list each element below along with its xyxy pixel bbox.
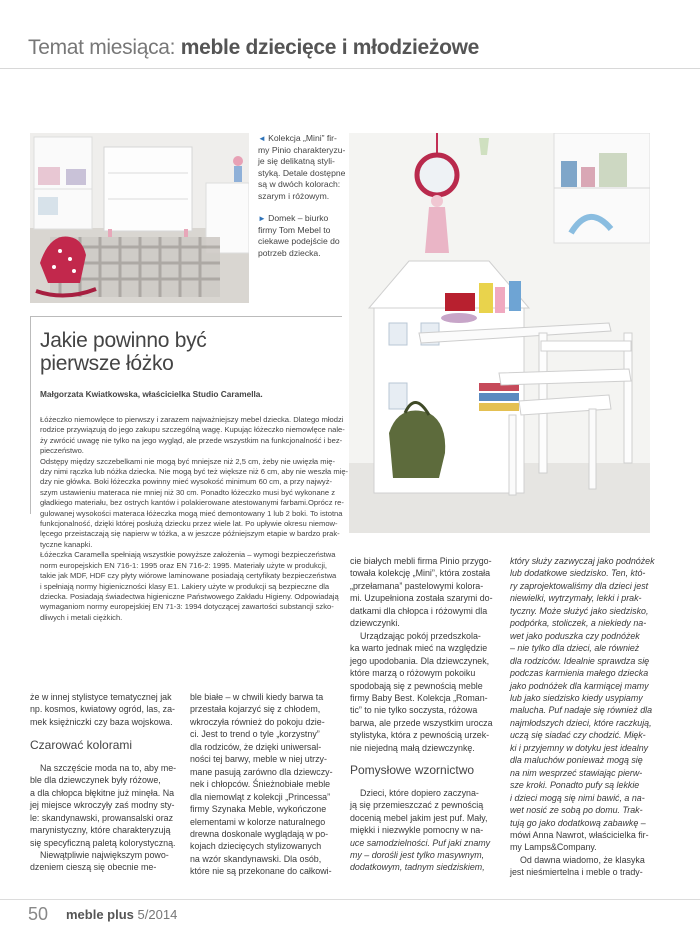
magazine-name: meble plus 5/2014 [66,907,178,922]
desk-house-illustration [349,133,650,533]
desk-house-photo [349,133,650,533]
triangle-left-icon: ◄ [258,134,269,143]
caption-mini-collection: ◄ Kolekcja „Mini” fir- my Pinio charakteryzu- je się delikatną styli- styką. Detale dostępne są w dwóch kolorach: szarym i różowym. [258,133,346,201]
page-header [28,36,479,60]
triangle-right-icon: ► [258,214,269,223]
article-column-3: cie białych mebli firma Pinio przygo- towała kolekcję „Mini”, która została „przełamana” pastelowymi kolora- mi. Uzupełniona została szarymi do- datkami dla chłopca i różowymi dla dziewczynki. Urządzając pokój przedszkola- ka warto jednak mieć na względzie jego upodobania. Dla dziewczynek, które marzą o różowym pokoiku spodobają się z pewnością meble firmy Baby Best. Kolekcja „Roman- tic” to nie tylko soczysta, różowa barwa, ale przede wszystkim urocza stylistyka, która z pewnością urzek- nie niejedną małą dziewczynkę. Pomysłowe wzornictwo Dzieci, które dopiero zaczyna- ją się przemieszczać z pewnością docenią mebel jakim jest puf. Mały, miękki i niezwykle pomocny w na- uce samodzielności. Puf jaki znamy my – dorośli jest tylko masywnym, dodatkowym, tadnym siedziskiem, [350,555,498,874]
nursery-illustration [30,133,249,303]
article-column-1: że w innej stylistyce tematycznej jak np. kosmos, kwiatowy ogród, las, za- mek księżniczki czy baza wojskowa. Czarować kolorami Na szczęście moda na to, aby me- ble dla dziewczynek były różowe, a dla chłopca błękitne już minęła. Na jej miejsce wkroczyły zaś modny sty- le: skandynawski, prowansalski oraz marynistyczny, które charakteryzują się specyficzną paletą kolorystyczną. Niewątpliwie największym powo- dzeniem cieszą się obecnie me- [30,692,177,873]
header-topic: meble dziecięce i młodzieżowe [180,36,480,59]
header-divider [0,68,700,69]
subhead-design: Pomysłowe wzornictwo [350,763,475,778]
sidebar-author: Małgorzata Kwiatkowska, właścicielka Studio Caramella. [40,389,263,399]
page-number: 50 [28,904,49,924]
article-column-2: ble białe – w chwili kiedy barwa ta przestała kojarzyć się z chłodem, wkroczyła również do pokoju dzie- ci. Jest to trend o tyle „korzystny” dla rodziców, że dzięki uniwersal- ności tej barwy, meble w niej utrzy- mane pasują zarówno dla dziewczy- nek i chłopców. Śnieżnobiałe meble dla niemowląt z kolekcji „Princessa” firmy Szynaka Meble, wykończone elementami w kolorze naturalnego drewna doskonale wyglądają w po- kojach dziecięcych stylizowanych na wzór skandynawski. Dla osób, które nie są przekonane do całkowi- [190,692,333,877]
subhead-colors: Czarować kolorami [30,738,133,753]
sidebar-text: Łóżeczko niemowlęce to pierwszy i zarazem najważniejszy mebel dziecka. Dlatego młodzi rodzice przywiązują do jego zakupu szczególną wagę. Kupując łóżeczko niemowlęce nale- ży zwrócić uwagę nie tylko na jego wygląd, ale przede wszystkim na funkcjonalność i bez- pieczeństwo. Odstępy między szczebelkami nie mogą być mniejsze niż 2,5 cm, żeby nie uwięzła mię- dzy nimi rączka lub nóżka dziecka. Nie mogą być też większe niż 6 cm, aby nie weszła mię- dzy nie główka. Boki łóżeczka powinny mieć wysokość minimum 60 cm, a przy najwyż- szym ustawieniu materaca nie mniej niż 30 cm. Ponadto łóżeczko musi być wykonane z gładkiego materiału, bez ostrych kantów i polakierowane atestowanymi farbami.Oprócz re- gulowanej wysokości materaca łóżeczka mogą mieć demontowany 1 lub 2 boki. To istotna funkcjonalność, dzięki której posłużą dziecku przez wiele lat. Po upływie okresu niemow- lęcego przeistaczają się napierw w tóżka, a w jeszcze późniejszym etapie w bardzo prak- tyczne kanapki. Łóżeczka Caramella spełniają wszystkie powyższe założenia – wymogi bezpieczeństwa norm europejskich EN 716-1: 1995 oraz EN 716-2: 1995. Materiały użyte w produkcji, takie jak MDF, HDF czy płyty wiórowe laminowane posiadają certyfikaty bezpieczeństwa i spełniają normy higieniczności klasy E1. Lakiery użyte w produkcji są bezpieczne dla dziecka. Posiadają świadectwa higieniczne Państwowego Zakładu Higieny. Odpowiadają wymaganiom normy europejskiej EN 71-3: 1994 dotyczącej zawartości substancji szko- dliwych i metali ciężkich. [40,415,349,622]
magazine-issue: 5/2014 [137,907,178,922]
caption-desk-house: ► Domek – biurko firmy Tom Mebel to ciekawe podejście do potrzeb dziecka. [258,213,340,258]
article-column-4: który służy zazwyczaj jako podnóżek lub dodatkowe siedzisko. Ten, któ- ry zaprojektowaliśmy dla dzieci jest niewielki, wytrzymały, lekki i prak- tyczny. Może służyć jako siedzisko, podpórka, stoliczek, a niekiedy na- wet jako poduszka czy podnóżek – nie tylko dla dzieci, ale również dla rodziców. Idealnie sprawdza się podczas karmienia małego dziecka jako podnóżek dla karmiącej mamy lub jako siedzisko kiedy usypiamy malucha. Puf nadaje się również dla najmłodszych dzieci, które raczkują, uczą się siadać czy chodzić. Mięk- ki i przyjemny w dotyku jest idealny dla maluchów ponieważ mogą się na nim wesprzeć stawiając pierw- sze kroki. Ponadto pufy są lekkie i dzieci mogą się nimi bawić, a na- wet nosić ze sobą po domu. Trak- tują go jako dodatkową zabawkę – mówi Anna Nawrot, właścicielka fir- my Lamps&Company. Od dawna wiadomo, że klasyka jest nieśmiertelna i meble o trady- [510,556,655,878]
footer-divider [0,899,700,900]
sidebar-title: Jakie powinno być pierwsze łóżko [40,329,207,375]
nursery-photo [30,133,249,303]
header-prefix: Temat miesiąca: [28,36,176,59]
